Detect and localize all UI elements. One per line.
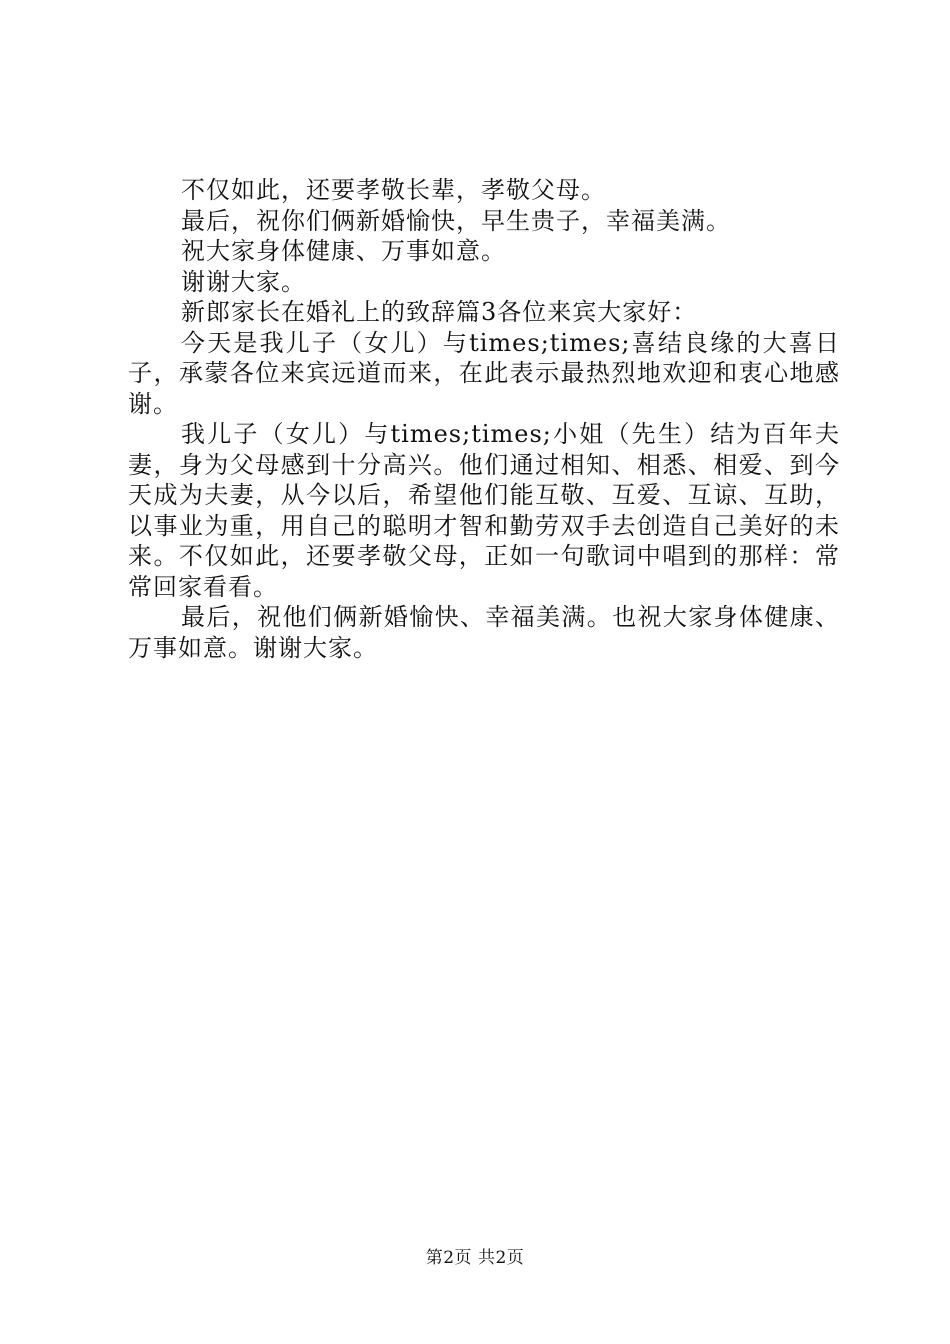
paragraph: 谢谢大家。 [181, 267, 306, 296]
paragraph: 最后，祝他们俩新婚愉快、幸福美满。也祝大家身体健康、万事如意。谢谢大家。 [128, 603, 840, 662]
document-body [128, 175, 840, 663]
section-heading-paragraph: 新郎家长在婚礼上的致辞篇3各位来宾大家好： [181, 298, 698, 326]
paragraph: 不仅如此，还要孝敬长辈，孝敬父母。 [181, 176, 606, 204]
paragraph: 祝大家身体健康、万事如意。 [181, 237, 506, 265]
paragraph: 最后，祝你们俩新婚愉快，早生贵子，幸福美满。 [181, 206, 731, 235]
page-footer: 第2页 共2页 [425, 1248, 525, 1268]
paragraph: 今天是我儿子（女儿）与times;times;喜结良缘的大喜日子，承蒙各位来宾远道而来，在此表示最热烈地欢迎和衷心地感谢。 [128, 328, 840, 418]
paragraph: 我儿子（女儿）与times;times;小姐（先生）结为百年夫妻，身为父母感到十分高兴。他们通过相知、相悉、相爱、到今天成为夫妻，从今以后，希望他们能互敬、互爱、互谅、互助，以事业为重，用自己的聪明才智和勤劳双手去创造自己美好的未来。不仅如此，还要孝敬父母，正如一句歌词中唱到的那样：常常回家看看。 [128, 420, 840, 601]
